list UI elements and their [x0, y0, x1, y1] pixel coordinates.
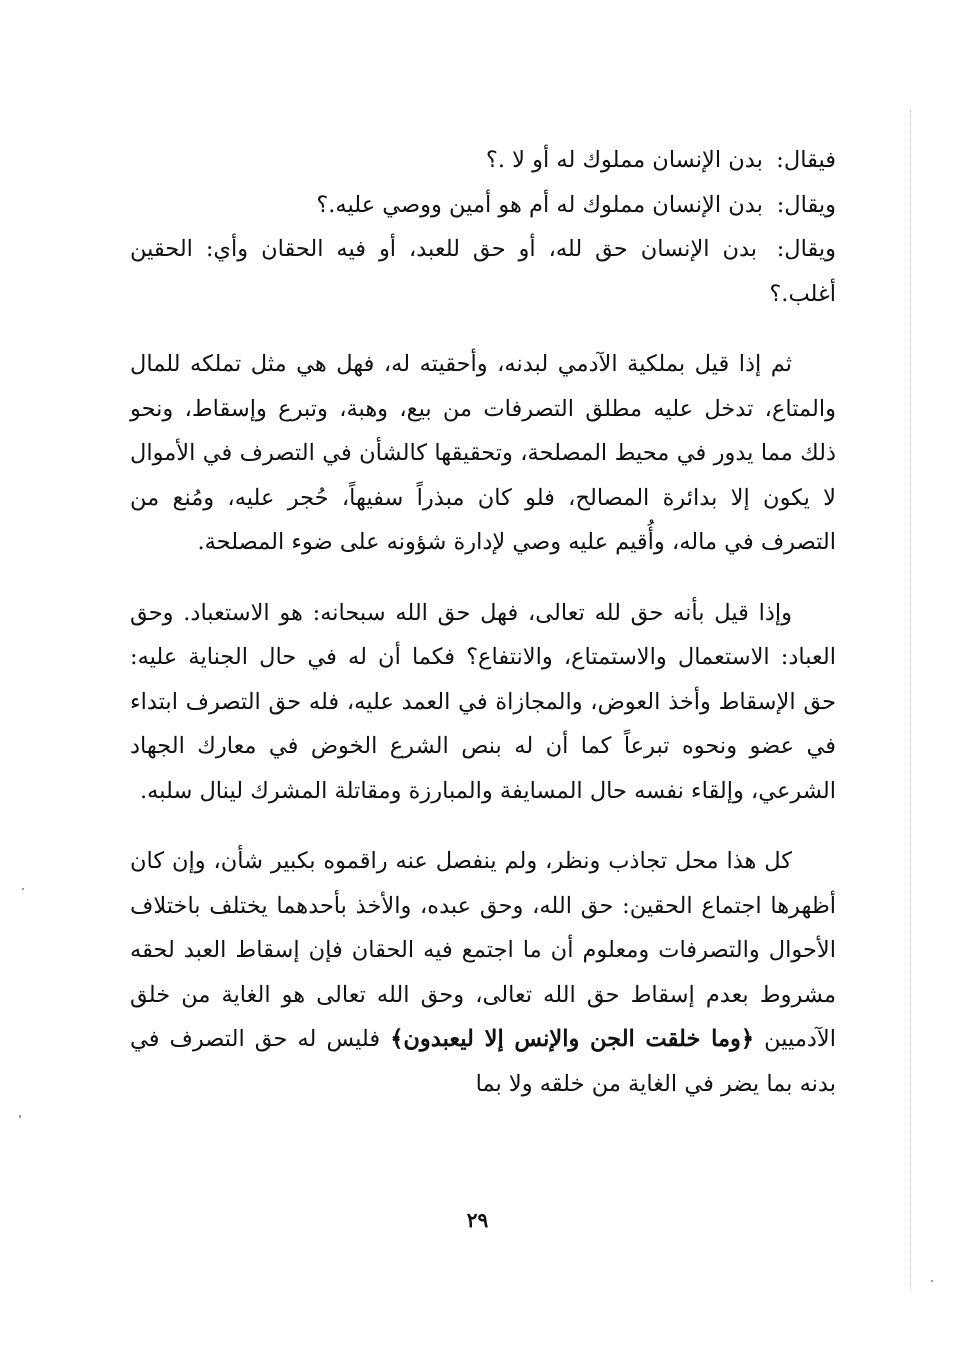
- question-label: فيقال:: [776, 147, 836, 173]
- question-text: بدن الإنسان مملوك له أم هو أمين ووصي عليه.؟: [316, 191, 763, 218]
- question-text: بدن الإنسان حق لله، أو حق للعبد، أو فيه الحقان وأي: الحقين أغلب.؟: [130, 236, 836, 307]
- question-text: بدن الإنسان مملوك له أو لا .؟: [485, 147, 763, 173]
- question-line-3: [130, 227, 836, 316]
- question-label: ويقال:: [776, 191, 836, 218]
- question-line-1: [130, 138, 836, 183]
- page-number: ٢٩: [466, 1208, 489, 1232]
- body-text: [130, 138, 836, 1106]
- scan-speck: [931, 1280, 933, 1282]
- scan-margin-rule: [910, 110, 911, 1290]
- scan-speck: [22, 888, 24, 890]
- question-label: ويقال:: [776, 236, 836, 262]
- paragraph-ownership: ثم إذا قيل بملكية الآدمي لبدنه، وأحقيته له، فهل هي مثل تملكه للمال والمتاع، تدخل عليه مطلق التصرفات من بيع، وهبة، وتبرع وإسقاط، ونحو ذلك مما يدور في محيط المصلحة، وتحقيقها كالشأن في التصرف في الأموال لا يكون إلا بدائرة المصالح، فلو كان مبذراً سفيهاً، حُجر عليه، ومُنع من التصرف في ماله، وأُقيم عليه وصي لإدارة شؤونه على ضوء المصلحة.: [130, 351, 836, 555]
- paragraph-two-rights: [130, 839, 836, 1106]
- paragraph-right-of-allah: وإذا قيل بأنه حق لله تعالى، فهل حق الله سبحانه: هو الاستعباد. وحق العباد: الاستعمال والاستمتاع، والانتفاع؟ فكما أن له في حال الجناية عليه: حق الإسقاط وأخذ العوض، والمجازاة في العمد عليه، فله حق التصرف ابتداء في عضو ونحوه تبرعاً كما أن له بنص الشرع الخوض في معارك الجهاد الشرعي، وإلقاء نفسه حال المسايفة والمبارزة ومقاتلة المشرك لينال سلبه.: [130, 599, 836, 804]
- scan-speck: [19, 1115, 21, 1118]
- paragraph-text: فليس له حق التصرف في بدنه بما يضر في الغاية من خلقه ولا بما: [130, 1026, 836, 1097]
- paragraph-text: كل هذا محل تجاذب ونظر، ولم ينفصل عنه راقموه بكبير شأن، وإن كان أظهرها اجتماع الحقين: حق الله، وحق عبده، والأخذ بأحدهما يختلف باختلاف الأحوال والتصرفات ومعلوم أن ما اجتمع فيه الحقان فإن إسقاط العبد لحقه مشروط بعدم إسقاط حق الله تعالى، وحق الله تعالى هو الغاية من خلق الآدميين: [130, 848, 837, 1052]
- quran-verse: ﴿وما خلقت الجن والإنس إلا ليعبدون﴾: [390, 1026, 755, 1052]
- question-line-2: [130, 183, 836, 228]
